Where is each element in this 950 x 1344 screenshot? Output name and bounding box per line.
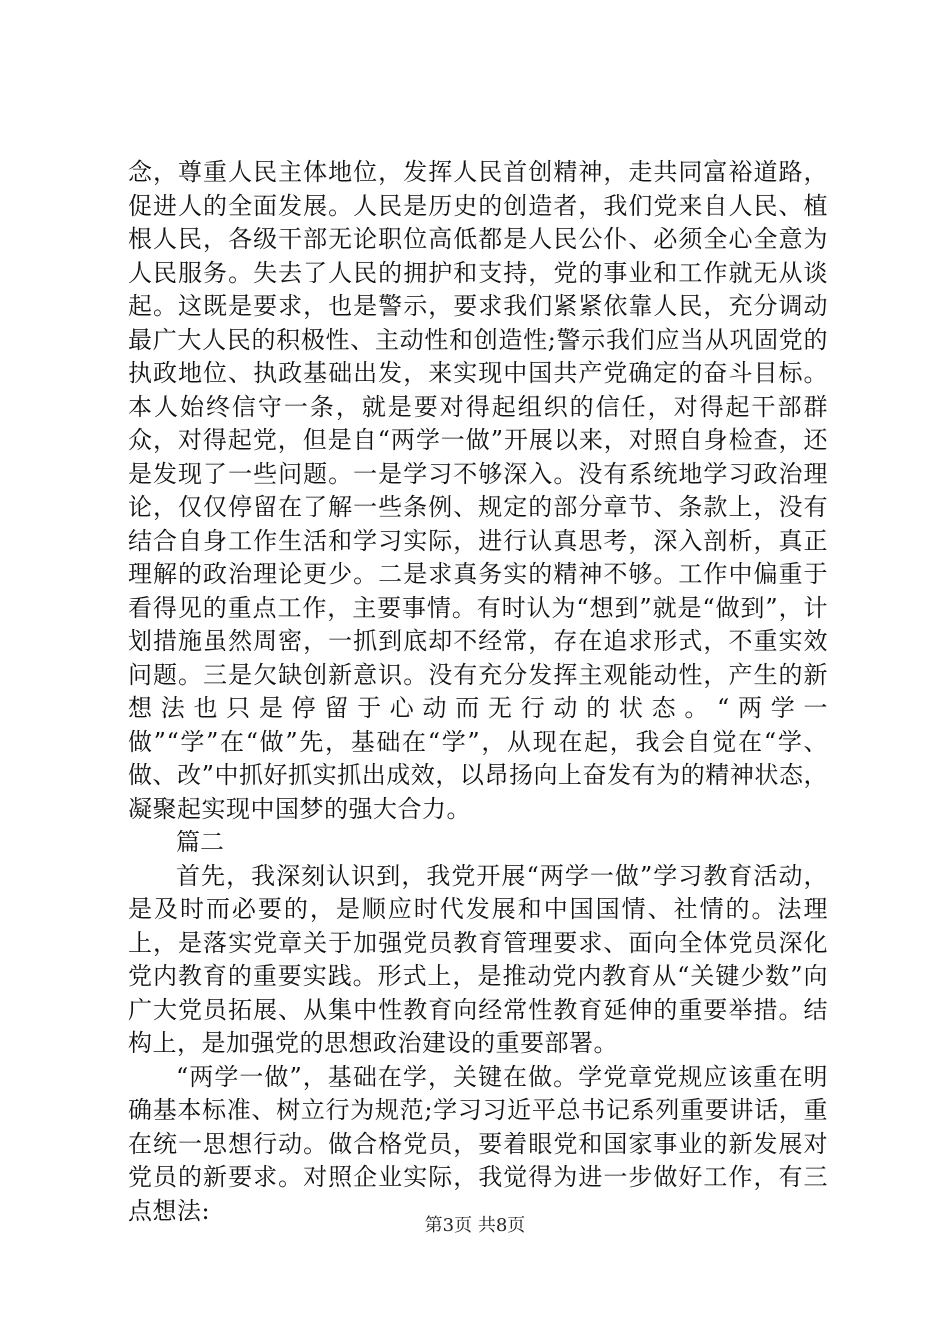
body-paragraph: 念，尊重人民主体地位，发挥人民首创精神，走共同富裕道路，促进人的全面发展。人民是历史的创造者，我们党来自人民、植根人民，各级干部无论职位高低都是人民公仆、必须全心全意为人民服务。失去了人民的拥护和支持，党的事业和工作就无从谈起。这既是要求，也是警示，要求我们紧紧依靠人民，充分调动最广大人民的积极性、主动性和创造性;警示我们应当从巩固党的执政地位、执政基础出发，来实现中国共产党确定的奋斗目标。本人始终信守一条，就是要对得起组织的信任，对得起干部群众，对得起党，但是自“两学一做”开展以来，对照自身检查，还是发现了一些问题。一是学习不够深入。没有系统地学习政治理论，仅仅停留在了解一些条例、规定的部分章节、条款上，没有结合自身工作生活和学习实际，进行认真思考，深入剖析，真正理解的政治理论更少。二是求真务实的精神不够。工作中偏重于看得见的重点工作，主要事情。有时认为“想到”就是“做到”，计划措施虽然周密，一抓到底却不经常，存在追求形式，不重实效问题。三是欠缺创新意识。没有充分发挥主观能动性，产生的新想法也只是停留于心动而无行动的状态。“两学一做”“学”在“做”先，基础在“学”，从现在起，我会自觉在“学、做、改”中抓好抓实抓出成效，以昂扬向上奋发有为的精神状态，凝聚起实现中国梦的强大合力。 xyxy=(128,158,828,823)
page-footer: 第3页 共8页 xyxy=(424,1215,526,1236)
body-paragraph: “两学一做”，基础在学，关键在做。学党章党规应该重在明确基本标准、树立行为规范;学习习近平总书记系列重要讲话，重在统一思想行动。做合格党员，要着眼党和国家事业的新发展对党员的新要求。对照企业实际，我觉得为进一步做好工作，有三点想法: xyxy=(128,1062,828,1225)
document-body xyxy=(128,156,828,1228)
body-paragraph: 首先，我深刻认识到，我党开展“两学一做”学习教育活动，是及时而必要的，是顺应时代发展和中国国情、社情的。法理上，是落实党章关于加强党员教育管理要求、面向全体党员深化党内教育的重要实践。形式上，是推动党内教育从“关键少数”向广大党员拓展、从集中性教育向经常性教育延伸的重要举措。结构上，是加强党的思想政治建设的重要部署。 xyxy=(128,861,828,1057)
section-heading: 篇二 xyxy=(176,828,224,856)
